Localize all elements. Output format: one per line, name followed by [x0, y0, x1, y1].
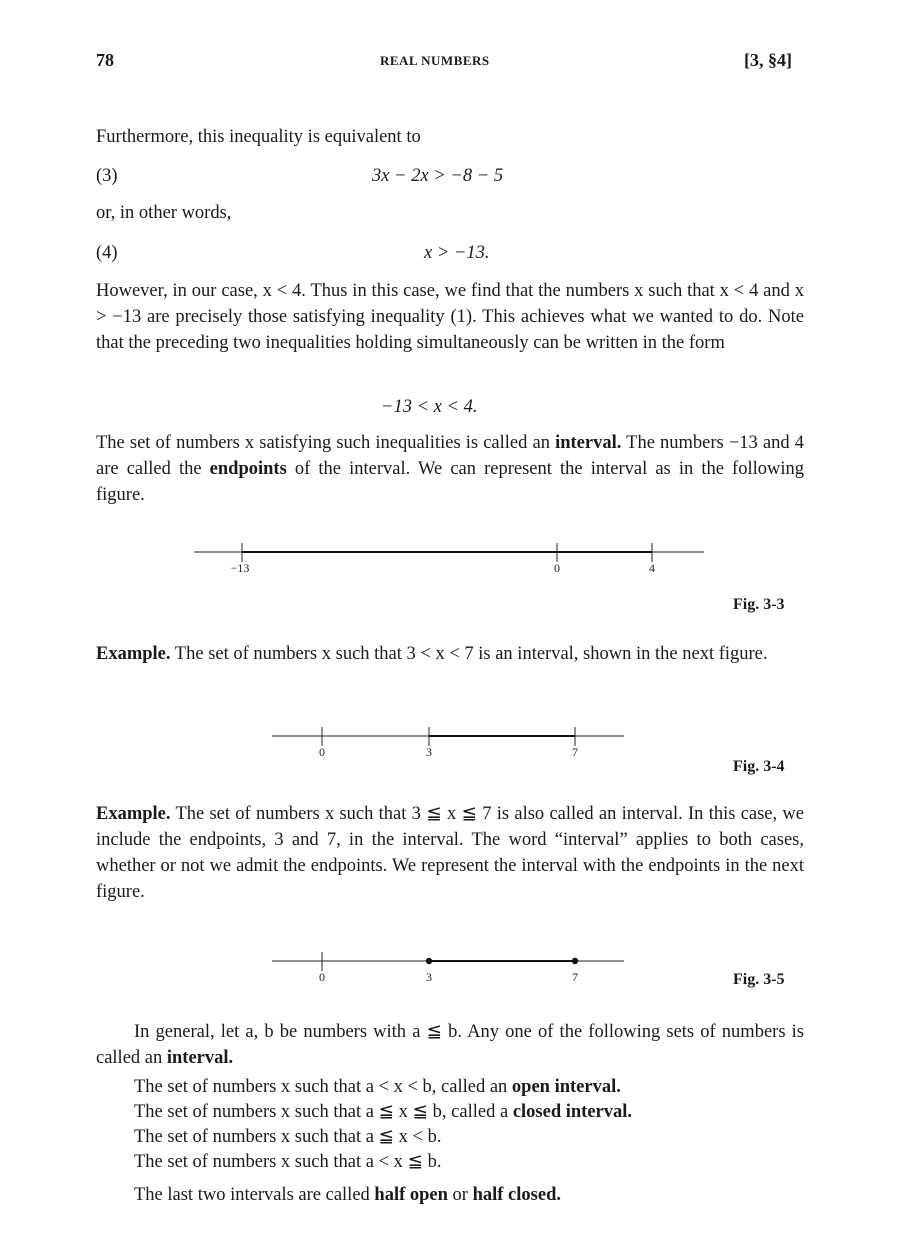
- example-2-label: Example.: [96, 804, 171, 824]
- p4-text-a: The set of numbers x satisfying such inequalities is called an: [96, 433, 556, 453]
- term-open-interval: open interval.: [511, 1077, 621, 1097]
- term-half-open: half open: [374, 1185, 448, 1205]
- paragraph-2: or, in other words,: [96, 203, 232, 223]
- p4-text-e: of the interval. We can represent the interval as in the following figure.: [96, 459, 804, 505]
- figure-3-4-caption: Fig. 3-4: [733, 758, 785, 775]
- example-2: [96, 801, 804, 905]
- definition-open: [134, 1075, 814, 1100]
- definition-text: The set of numbers x such that a ≦ x ≦ b, called a: [134, 1102, 513, 1122]
- tick-label-3: 3: [426, 970, 432, 984]
- equation-5: −13 < x < 4.: [381, 397, 478, 417]
- paragraph-4: [96, 430, 804, 508]
- example-1-text: The set of numbers x such that 3 < x < 7 is an interval, shown in the next figure.: [170, 644, 768, 664]
- endpoint-7: [572, 958, 578, 964]
- definition-half-1: [134, 1125, 814, 1150]
- figure-3-3-number-line: [190, 540, 710, 580]
- tick-label-0: 0: [319, 745, 325, 759]
- figure-3-4-number-line: [268, 724, 638, 764]
- tick-label-0: 0: [554, 561, 560, 575]
- definition-closed: [134, 1100, 814, 1125]
- example-2-text: The set of numbers x such that 3 ≦ x ≦ 7 is also called an interval. In this case, we include the endpoints, 3 and 7, in the interval. The word “interval” applies to both cases, whether or not we admit the endpoints. We represent the interval with the endpoints in the next figure.: [96, 804, 804, 902]
- last-text-c: or: [447, 1185, 473, 1205]
- general-text: In general, let a, b be numbers with a ≦ b. Any one of the following sets of numbers is called an: [96, 1022, 804, 1068]
- term-endpoints: endpoints: [209, 459, 287, 479]
- endpoint-3: [426, 958, 432, 964]
- example-1-label: Example.: [96, 644, 171, 664]
- tick-label-0: 0: [319, 970, 325, 984]
- tick-label-7: 7: [572, 745, 578, 759]
- section-ref: [3, §4]: [744, 50, 792, 70]
- tick-label-7: 7: [572, 970, 578, 984]
- paragraph-1: Furthermore, this inequality is equivalent to: [96, 127, 421, 147]
- definition-half-2: [134, 1150, 814, 1175]
- term-half-closed: half closed.: [472, 1185, 561, 1205]
- figure-3-5-caption: Fig. 3-5: [733, 971, 785, 988]
- term-closed-interval: closed interval.: [512, 1102, 633, 1122]
- equation-4: x > −13.: [424, 243, 490, 263]
- example-1: [96, 641, 804, 667]
- figure-3-5-number-line: [268, 949, 638, 989]
- term-interval-general: interval.: [166, 1048, 234, 1068]
- definition-text: The set of numbers x such that a ≦ x < b.: [134, 1127, 442, 1147]
- tick-label-minus-13: −13: [230, 561, 250, 575]
- definition-text: The set of numbers x such that a < x < b, called an: [134, 1077, 512, 1097]
- figure-3-3-caption: Fig. 3-3: [733, 596, 785, 613]
- page-number: 78: [96, 50, 114, 70]
- general-paragraph: [96, 1019, 804, 1071]
- term-interval: interval.: [555, 433, 622, 453]
- definition-text: The set of numbers x such that a < x ≦ b.: [134, 1152, 442, 1172]
- tick-label-3: 3: [426, 745, 432, 759]
- equation-3-number: (3): [96, 166, 118, 186]
- definitions-list: [134, 1075, 814, 1175]
- paragraph-3: However, in our case, x < 4. Thus in this case, we find that the numbers x such that x < 4 and x > −13 are precisely those satisfying inequality (1). This achieves what we wanted to do. Note that the preceding two inequalities holding simultaneously can be written in the form: [96, 281, 804, 353]
- equation-4-number: (4): [96, 243, 118, 263]
- tick-label-4: 4: [649, 561, 655, 575]
- p4-text-c: The numbers −13 and 4 are called the: [96, 433, 804, 479]
- running-title: REAL NUMBERS: [380, 53, 490, 68]
- last-paragraph: [134, 1182, 561, 1208]
- last-text-a: The last two intervals are called: [134, 1185, 375, 1205]
- equation-3: 3x − 2x > −8 − 5: [372, 166, 504, 186]
